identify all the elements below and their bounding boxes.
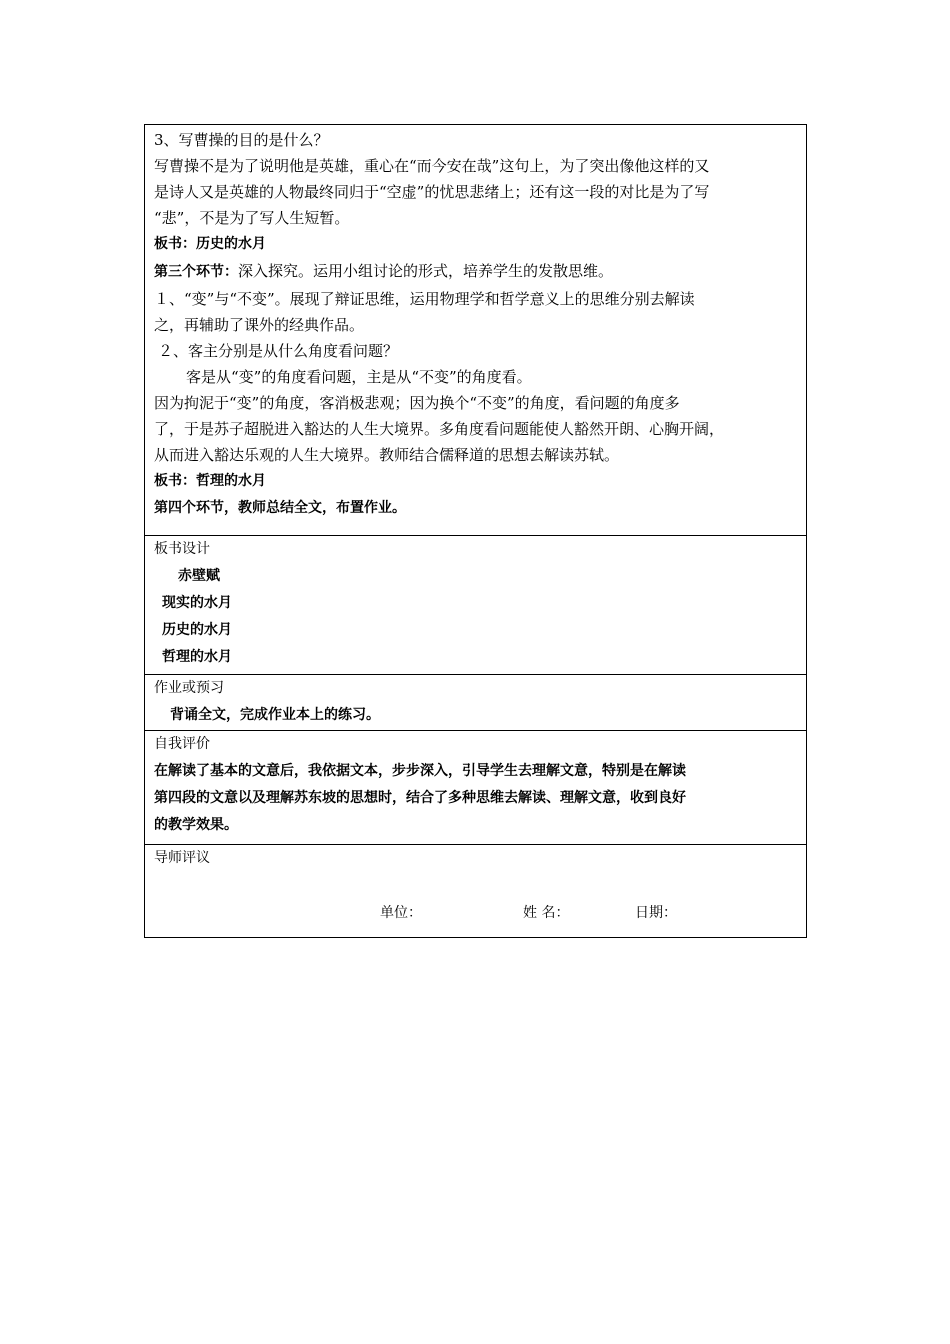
board-note-2-label: 板书： [154, 473, 196, 489]
homework-title: 作业或预习 [154, 680, 224, 696]
point-2: ２、客主分别是从什么角度看问题？ [158, 342, 399, 360]
board-note-1 [154, 231, 797, 258]
point-3-line-1: 因为拘泥于“变”的角度，客消极悲观；因为换个“不变”的角度，看问题的角度多 [154, 394, 680, 412]
point-1-line-2: 之，再辅助了课外的经典作品。 [154, 316, 365, 334]
board-design-item-1: 赤壁赋 [178, 568, 220, 584]
answer-3-line-1: 写曹操不是为了说明他是英雄，重心在“而今安在哉”这句上，为了突出像他这样的又 [154, 157, 710, 175]
teaching-process-cell [145, 125, 806, 536]
step-3 [154, 258, 797, 286]
board-note-1-label: 板书： [154, 236, 196, 252]
mentor-review-cell [145, 845, 806, 937]
point-2-answer: 客是从“变”的角度看问题，主是从“不变”的角度看。 [186, 368, 532, 386]
question-3: 3、写曹操的目的是什么？ [154, 131, 329, 149]
homework-cell [145, 675, 806, 731]
board-design-item-2: 现实的水月 [162, 595, 232, 611]
mentor-review-title: 导师评议 [154, 850, 210, 866]
step-4: 第四个环节，教师总结全文，布置作业。 [154, 500, 406, 516]
point-3-line-3: 从而进入豁达乐观的人生大境界。教师结合儒释道的思想去解读苏轼。 [154, 446, 620, 464]
point-1-line-1: １、“变”与“不变”。展现了辩证思维，运用物理学和哲学意义上的思维分别去解读 [154, 290, 695, 308]
self-evaluation-cell [145, 731, 806, 845]
answer-3-line-2: 是诗人又是英雄的人物最终同归于“空虚”的忧思悲绪上；还有这一段的对比是为了写 [154, 183, 710, 201]
self-evaluation-line-2: 第四段的文意以及理解苏东坡的思想时，结合了多种思维去解读、理解文意，收到良好 [154, 790, 686, 806]
board-design-item-4: 哲理的水月 [162, 649, 232, 665]
date-label: 日期： [635, 905, 677, 921]
step-3-text: 深入探究。运用小组讨论的形式，培养学生的发散思维。 [238, 262, 614, 280]
board-design-title: 板书设计 [154, 541, 210, 557]
board-note-1-text: 历史的水月 [196, 236, 266, 252]
step-3-label: 第三个环节： [154, 264, 238, 280]
name-label: 姓 名： [523, 905, 570, 921]
answer-3-line-3: “悲”，不是为了写人生短暂。 [154, 209, 350, 227]
unit-label: 单位： [380, 905, 422, 921]
signature-row [154, 896, 797, 930]
self-evaluation-title: 自我评价 [154, 736, 210, 752]
point-3-line-2: 了，于是苏子超脱进入豁达的人生大境界。多角度看问题能使人豁然开朗、心胸开阔， [154, 420, 725, 438]
board-note-2-text: 哲理的水月 [196, 473, 266, 489]
board-design-item-3: 历史的水月 [162, 622, 232, 638]
lesson-plan-table [144, 124, 807, 938]
board-note-2 [154, 468, 797, 495]
self-evaluation-line-1: 在解读了基本的文意后，我依据文本，步步深入，引导学生去理解文意，特别是在解读 [154, 763, 686, 779]
board-design-cell [145, 536, 806, 675]
homework-text: 背诵全文，完成作业本上的练习。 [170, 707, 380, 723]
self-evaluation-line-3: 的教学效果。 [154, 817, 238, 833]
